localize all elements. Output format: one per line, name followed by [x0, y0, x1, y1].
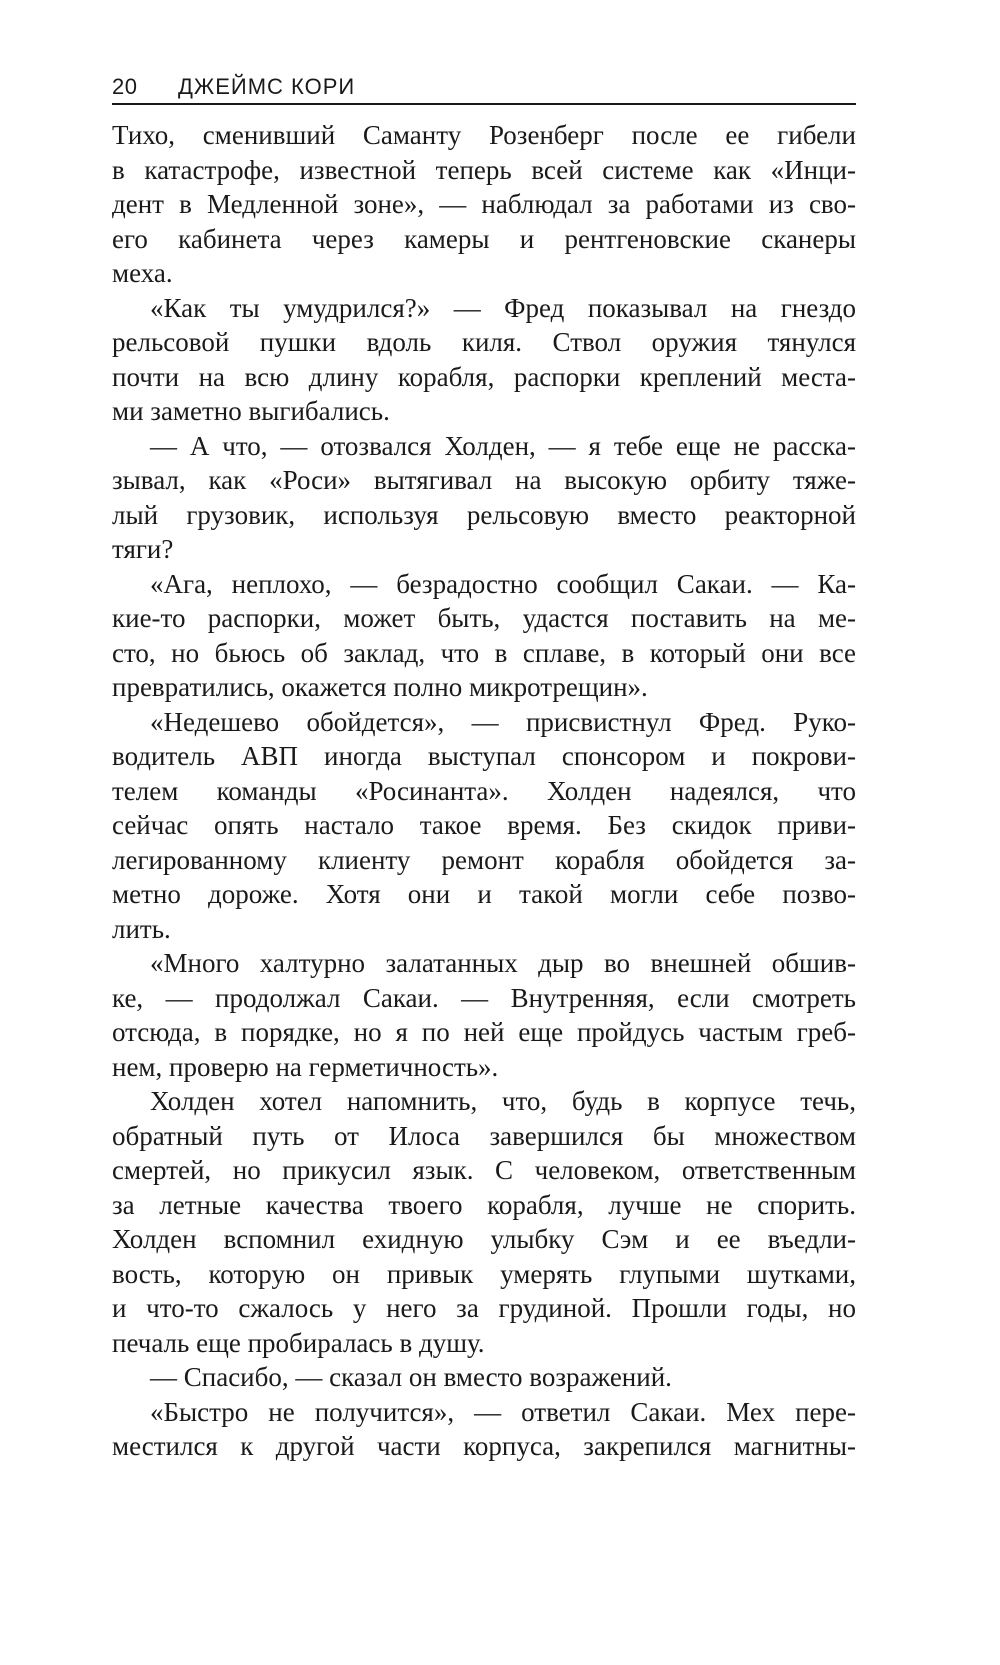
running-head-author: ДЖЕЙМС КОРИ	[178, 74, 356, 99]
text-line: дент в Медленной зоне», — наблюдал за работами из сво-	[112, 189, 856, 219]
text-line: «Много халтурно залатанных дыр во внешней обшив-	[150, 948, 856, 978]
text-line: «Ага, неплохо, — безрадостно сообщил Сакаи. — Ка-	[150, 568, 856, 599]
text-line: сейчас опять настало такое время. Без скидок приви-	[112, 810, 856, 840]
text-line: нем, проверю на герметичность».	[112, 1051, 499, 1082]
text-line: зывал, как «Роси» вытягивал на высокую орбиту тяже-	[112, 465, 856, 495]
text-line: вость, которую он привык умерять глупыми шутками,	[112, 1258, 856, 1289]
text-line: легированному клиенту ремонт корабля обойдется за-	[112, 844, 856, 875]
text-line: кие-то распорки, может быть, удастся поставить на ме-	[112, 603, 856, 633]
page-number: 20	[112, 74, 138, 99]
text-line: местился к другой части корпуса, закрепился магнитны-	[112, 1431, 856, 1461]
text-line: его кабинета через камеры и рентгеновские сканеры	[112, 223, 856, 254]
text-line: и что-то сжалось у него за грудиной. Прошли годы, но	[112, 1293, 856, 1323]
text-line: Тихо, сменивший Саманту Розенберг после ее гибели	[112, 120, 856, 150]
text-line: за летные качества твоего корабля, лучше не спорить.	[112, 1189, 856, 1220]
text-line: водитель АВП иногда выступал спонсором и покрови-	[112, 741, 856, 771]
text-line: метно дороже. Хотя они и такой могли себе позво-	[112, 879, 856, 909]
text-line: — А что, — отозвался Холден, — я тебе еще не расска-	[150, 430, 856, 461]
text-line: сто, но бьюсь об заклад, что в сплаве, в который они все	[112, 637, 856, 668]
text-line: меха.	[112, 258, 173, 288]
text-line: отсюда, в порядке, но я по ней еще пройдусь частым греб-	[112, 1017, 856, 1047]
running-header	[112, 74, 856, 104]
text-line: Холден вспомнил ехидную улыбку Сэм и ее въедли-	[112, 1224, 856, 1254]
text-line: лить.	[112, 913, 171, 944]
text-line: лый грузовик, используя рельсовую вместо реакторной	[112, 499, 856, 530]
text-line: печаль еще пробиралась в душу.	[112, 1327, 485, 1358]
text-line: в катастрофе, известной теперь всей системе как «Инци-	[112, 154, 856, 185]
text-line: рельсовой пушки вдоль киля. Ствол оружия тянулся	[112, 327, 856, 357]
text-line: превратились, окажется полно микротрещин».	[112, 672, 648, 702]
text-line: Холден хотел напомнить, что, будь в корпусе течь,	[150, 1086, 856, 1116]
header-rule	[112, 103, 856, 105]
text-line: почти на всю длину корабля, распорки креплений места-	[112, 361, 856, 392]
text-line: ми заметно выгибались.	[112, 396, 390, 426]
body-text	[112, 118, 856, 1464]
text-line: тяги?	[112, 534, 174, 564]
text-line: «Как ты умудрился?» — Фред показывал на гнездо	[150, 292, 856, 323]
text-line: «Быстро не получится», — ответил Сакаи. Мех пере-	[150, 1396, 856, 1427]
text-line: — Спасибо, — сказал он вместо возражений.	[150, 1362, 672, 1392]
text-line: телем команды «Росинанта». Холден надеялся, что	[112, 775, 856, 806]
text-line: обратный путь от Илоса завершился бы множеством	[112, 1120, 856, 1151]
text-line: ке, — продолжал Сакаи. — Внутренняя, если смотреть	[112, 982, 856, 1013]
text-line: «Недешево обойдется», — присвистнул Фред. Руко-	[150, 706, 856, 737]
text-line: смертей, но прикусил язык. С человеком, ответственным	[112, 1155, 856, 1185]
